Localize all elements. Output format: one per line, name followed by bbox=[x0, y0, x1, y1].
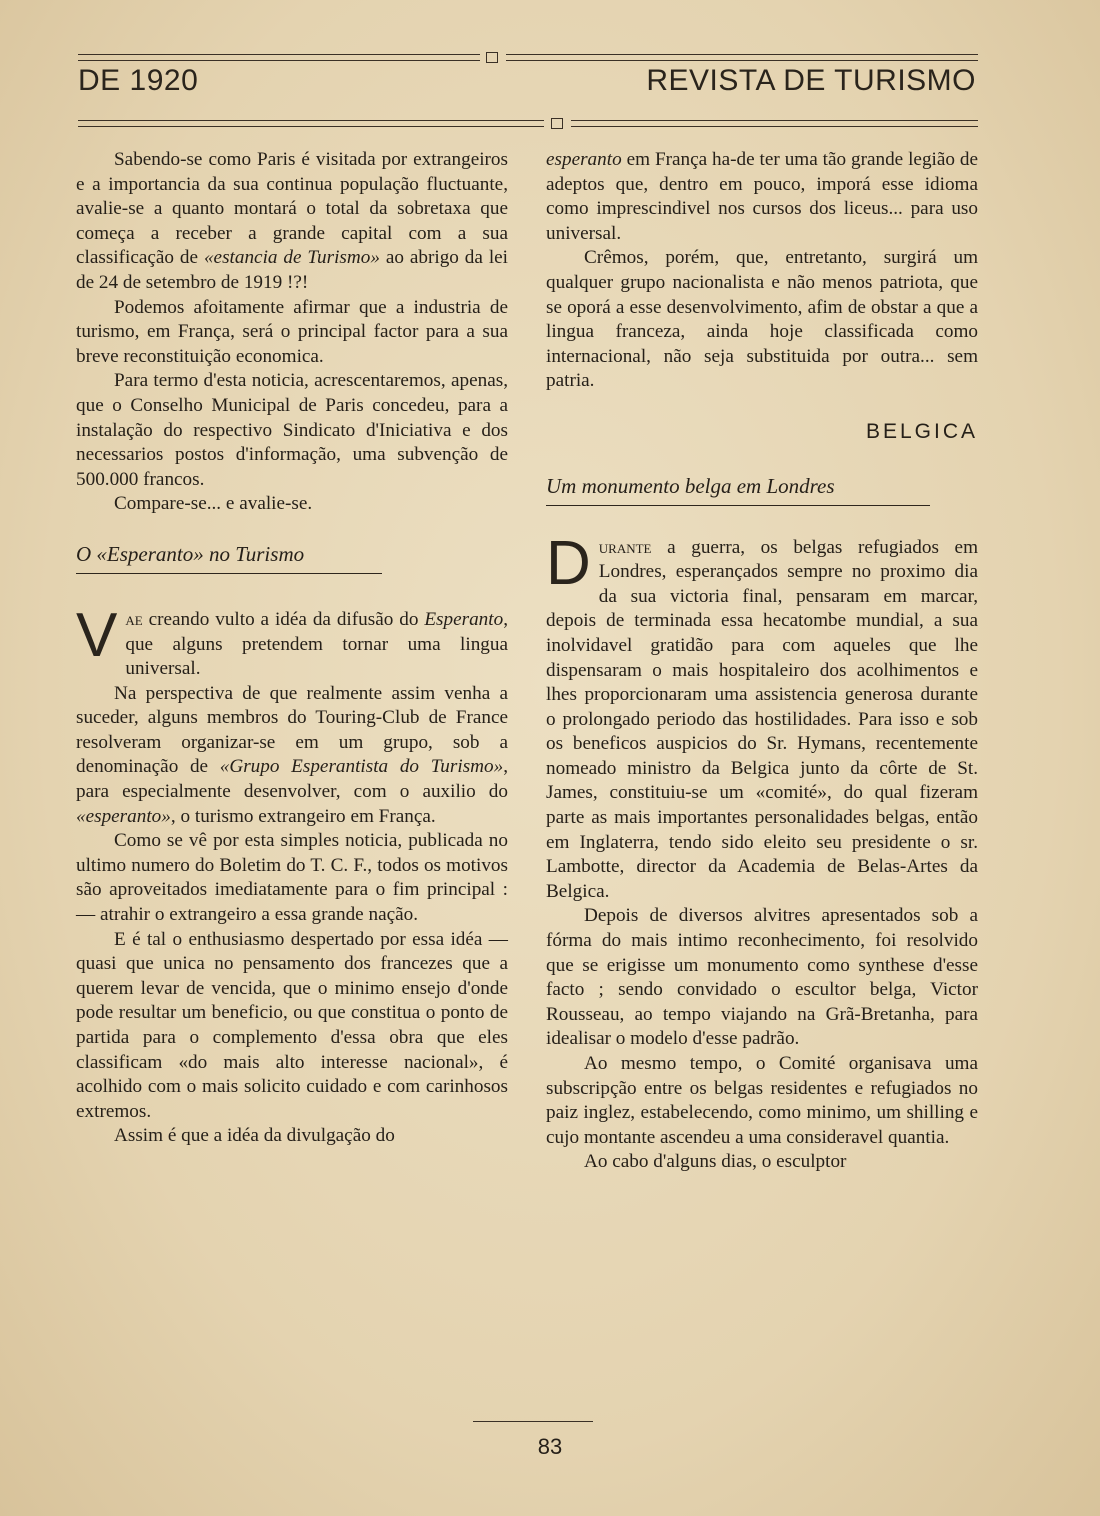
paragraph: Ao cabo d'alguns dias, o esculptor bbox=[584, 1151, 847, 1173]
paragraph: Para termo d'esta noticia, acrescentaremos, apenas, que o Conselho Municipal de Paris concedeu, para a instalação do respectivo Sindicato d'Iniciativa e dos necessarios postos d'informação, uma subvenção de 500.000 francos. bbox=[76, 370, 508, 490]
header-top-rule bbox=[78, 52, 978, 64]
header-bottom-rule bbox=[78, 118, 978, 130]
square-ornament-icon bbox=[551, 118, 563, 129]
paragraph: Como se vê por esta simples noticia, publicada no ultimo numero do Boletim do T. C. F., todos os motivos são aproveitados imediatamente para o fim principal : — atrahir o extrangeiro a essa grande nação. bbox=[76, 830, 508, 926]
section-label-belgica: BELGICA bbox=[865, 419, 978, 443]
paragraph: esperanto em França ha-de ter uma tão grande legião de adeptos que, dentro em pouco, imporá esse idioma como imprescindivel nos cursos dos liceus... para uso universal. bbox=[546, 149, 978, 244]
footer-rule bbox=[473, 1421, 593, 1422]
paragraph: Crêmos, porém, que, entretanto, surgirá um qualquer grupo nacionalista e não menos patriota, que se oporá a esse desenvolvimento, afim de obstar a que a lingua franceza, ainda hoje classificada como internacional, não seja substituida por outra... sem patria. bbox=[546, 247, 978, 392]
paragraph: Vae creando vulto a idéa da difusão do Esperanto, que alguns pretendem tornar uma lingua universal. bbox=[76, 600, 508, 680]
paragraph: Podemos afoitamente afirmar que a industria de turismo, em França, será o principal factor para a sua breve reconstituição economica. bbox=[76, 296, 508, 367]
square-ornament-icon bbox=[486, 52, 498, 63]
header-magazine-title: REVISTA DE TURISMO bbox=[646, 64, 976, 97]
left-column bbox=[76, 148, 508, 1149]
paragraph: Durante a guerra, os belgas refugiados em Londres, esperançados sempre no proximo dia da sua victoria final, pensaram em marcar, depois de terminada essa hecatombe mundial, a sua inolvidavel gratidão para com aqueles que lhe dispensaram o mais hospitaleiro dos acolhimentos e lhes proporcionaram uma assistencia generosa durante o prolongado periodo das hostilidades. Para isso e sob os beneficos auspicios do Sr. Hymans, recentemente nomeado ministro da Belgica junto da côrte de St. James, constituiu-se um «comité», do qual fizeram parte as mais importantes personalidades belgas, então em Inglaterra, tendo sido eleito seu presidente o sr. Lambotte, director da Academia de Belas-Artes da Belgica. bbox=[546, 528, 978, 902]
paragraph: Ao mesmo tempo, o Comité organisava uma subscripção entre os belgas residentes e refugiados no paiz inglez, estabelecendo, como minimo, um shilling e cujo montante ascendeu a uma consideravel quantia. bbox=[546, 1053, 978, 1148]
paragraph: Sabendo-se como Paris é visitada por extrangeiros e a importancia da sua continua população fluctuante, avalie-se a quanto montará o total da sobretaxa que começa a receber a grande capital com a sua classificação de «estancia de Turismo» ao abrigo da lei de 24 de setembro de 1919 !?! bbox=[76, 149, 508, 293]
right-column bbox=[546, 148, 978, 1175]
paragraph: Compare-se... e avalie-se. bbox=[114, 493, 313, 515]
paragraph: Assim é que a idéa da divulgação do bbox=[114, 1125, 395, 1147]
page-number: 83 bbox=[537, 1434, 563, 1459]
paragraph: E é tal o enthusiasmo despertado por essa idéa — quasi que unica no pensamento dos francezes que a querem levar de vencida, que o minimo ensejo d'onde pode resultar um beneficio, ou que constitua o ponto de partida para o complemento d'essa obra que eles classificam «do mais alto interesse nacional», é acolhido com o mais solicito cuidado e com carinhosos extremos. bbox=[76, 928, 508, 1122]
paragraph: Na perspectiva de que realmente assim venha a suceder, alguns membros do Touring-Club de France resolveram organizar-se em um grupo, sob a denominação de «Grupo Esperantista do Turismo», para especialmente desenvolver, com o auxilio do «esperanto», o turismo extrangeiro em França. bbox=[76, 682, 509, 827]
paragraph: Depois de diversos alvitres apresentados sob a fórma do mais intimo reconhecimento, foi resolvido que se erigisse um monumento como synthese d'esse facto ; sendo convidado o escultor belga, Victor Rousseau, ao tempo viajando na Grã-Bretanha, para idealisar o modelo d'esse padrão. bbox=[546, 905, 978, 1050]
drop-cap: D bbox=[546, 528, 591, 598]
drop-cap: V bbox=[76, 600, 118, 670]
section-title-monumento: Um monumento belga em Londres bbox=[546, 473, 930, 506]
section-title-esperanto: O «Esperanto» no Turismo bbox=[76, 541, 382, 574]
header-date: DE 1920 bbox=[78, 64, 199, 97]
